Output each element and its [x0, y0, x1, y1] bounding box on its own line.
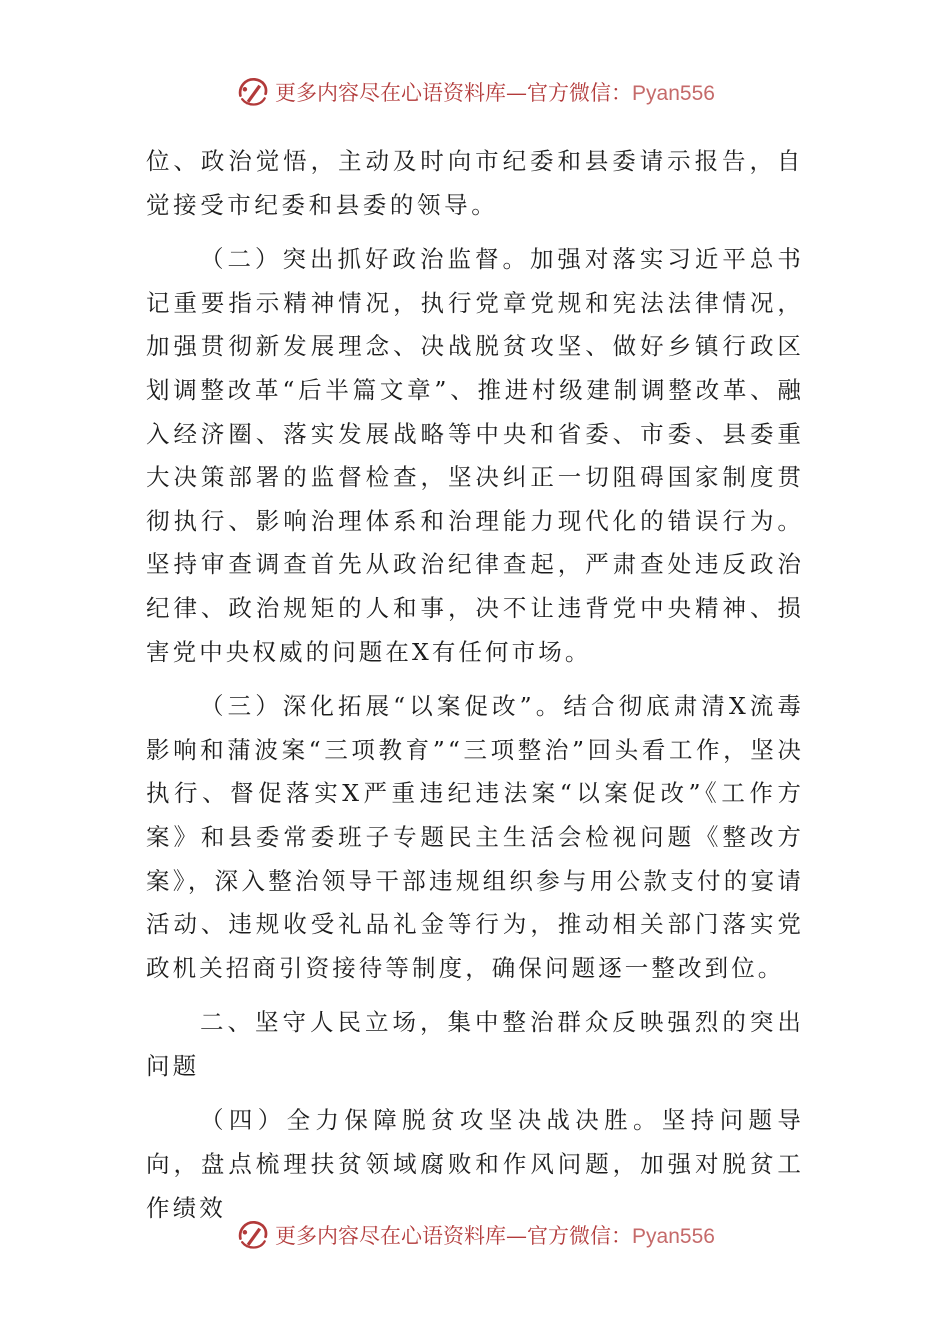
watermark-dash: — [506, 1224, 528, 1248]
watermark-title: 更多内容尽在心语资料库 [275, 81, 507, 105]
section-heading-people: 二、坚守人民立场，集中整治群众反映强烈的突出问题 [146, 1008, 804, 1080]
watermark-wechat-id: Pyan556 [632, 1225, 715, 1248]
watermark-text [275, 1220, 715, 1250]
watermark-title: 更多内容尽在心语资料库 [275, 1224, 507, 1248]
paragraph-case-reform: （三）深化拓展“以案促改”。结合彻底肃清X流毒影响和蒲波案“三项教育”“三项整治”回头看工作，坚决执行、督促落实X严重违纪违法案“以案促改”《工作方案》和县委常委班子专题民主生活会检视问题《整改方案》，深入整治领导干部违规组织参与用公款支付的宴请活动、违规收受礼品礼金等行为，推动相关部门落实党政机关招商引资接待等制度，确保问题逐一整改到位。 [146, 692, 804, 982]
logo-icon [235, 74, 271, 110]
watermark-text [275, 77, 715, 107]
paragraph-poverty-alleviation: （四）全力保障脱贫攻坚决战决胜。坚持问题导向，盘点梳理扶贫领域腐败和作风问题，加强对脱贫工作绩效 [146, 1106, 804, 1222]
watermark-dash: — [506, 81, 528, 105]
logo-icon [235, 1217, 271, 1253]
watermark-wechat-label: 官方微信： [527, 81, 633, 105]
footer-watermark-banner [0, 1215, 950, 1255]
paragraph-political-supervision: （二）突出抓好政治监督。加强对落实习近平总书记重要指示精神情况，执行党章党规和宪法法律情况，加强贯彻新发展理念、决战脱贫攻坚、做好乡镇行政区划调整改革“后半篇文章”、推进村级建制调整改革、融入经济圈、落实发展战略等中央和省委、市委、县委重大决策部署的监督检查，坚决纠正一切阻碍国家制度贯彻执行、影响治理体系和治理能力现代化的错误行为。坚持审查调查首先从政治纪律查起，严肃查处违反政治纪律、政治规矩的人和事，决不让违背党中央精神、损害党中央权威的问题在X有任何市场。 [146, 245, 804, 666]
watermark-wechat-label: 官方微信： [527, 1224, 633, 1248]
paragraph-continuation: 位、政治觉悟，主动及时向市纪委和县委请示报告，自觉接受市纪委和县委的领导。 [146, 147, 804, 219]
watermark-wechat-id: Pyan556 [632, 82, 715, 105]
header-watermark-banner [0, 72, 950, 112]
document-body [146, 140, 804, 1230]
